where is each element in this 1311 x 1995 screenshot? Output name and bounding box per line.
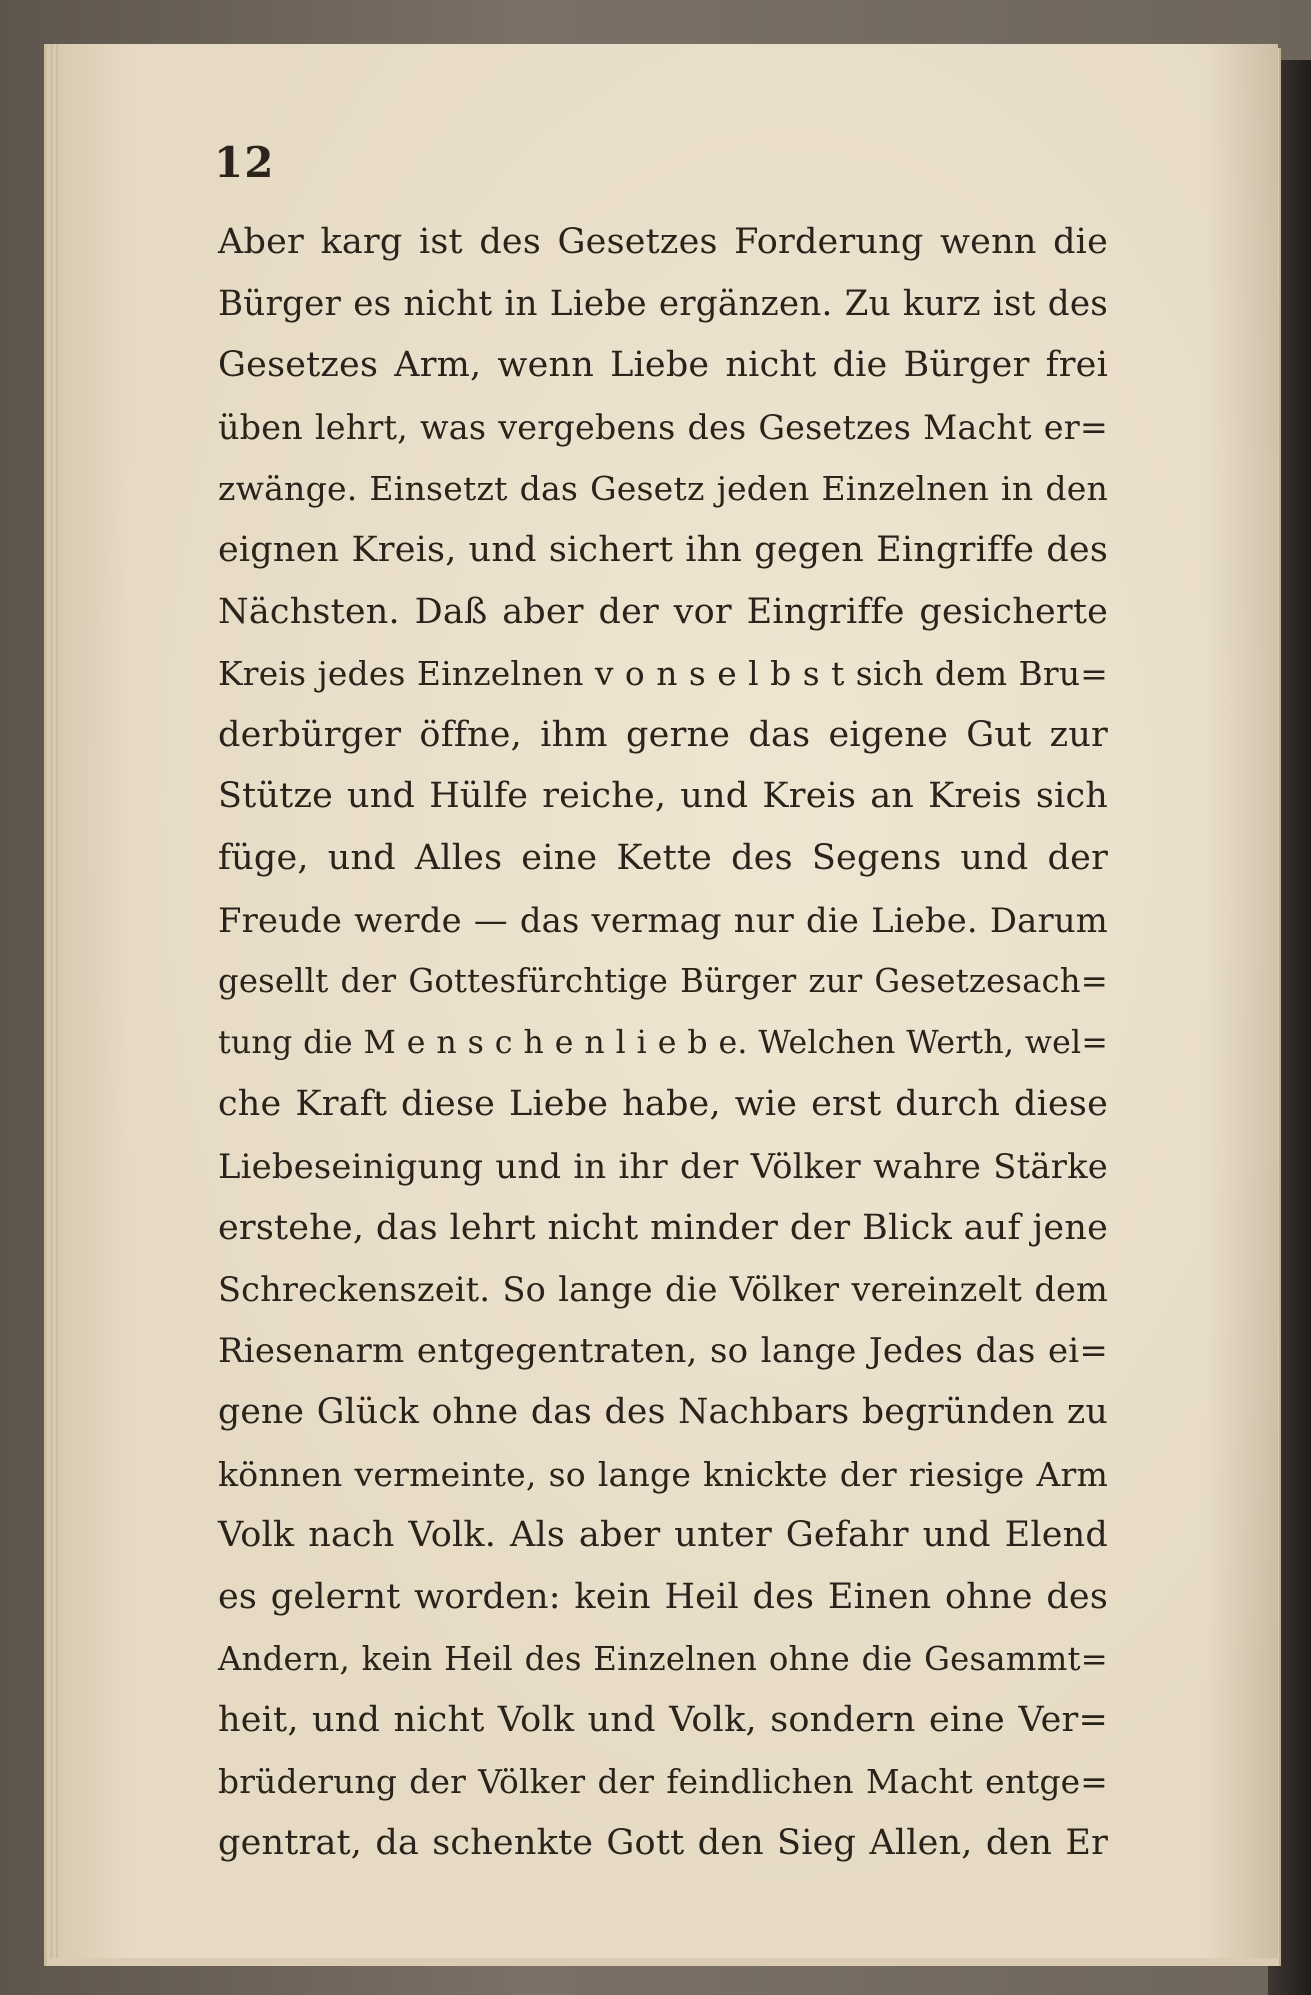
text-line: Kreis jedes Einzelnen v o n s e l b s t sich dem Bru= [218,654,1108,694]
text-line: gene Glück ohne das des Nachbars begründen zu [218,1392,1108,1433]
text-line: üben lehrt, was vergebens des Gesetzes Macht er= [218,407,1108,447]
text-line: Schreckenszeit. So lange die Völker vereinzelt dem [218,1270,1108,1310]
text-line: Bürger es nicht in Liebe ergänzen. Zu kurz ist des [218,283,1108,324]
text-line: erstehe, das lehrt nicht minder der Blick auf jene [218,1207,1108,1248]
text-line: tung die M e n s c h e n l i e b e. Welchen Werth, wel= [218,1024,1108,1061]
text-line: gentrat, da schenkte Gott den Sieg Allen, den Er [218,1823,1108,1864]
text-line: che Kraft diese Liebe habe, wie erst durch diese [218,1084,1108,1125]
text-line: heit, und nicht Volk und Volk, sondern eine Ver= [218,1700,1108,1741]
text-line: Stütze und Hülfe reiche, und Kreis an Kreis sich [218,776,1108,817]
text-line: gesellt der Gottesfürchtige Bürger zur Gesetzesach= [218,962,1108,1001]
text-line: Gesetzes Arm, wenn Liebe nicht die Bürger frei [218,345,1108,386]
text-line: brüderung der Völker der feindlichen Macht entge= [218,1762,1108,1801]
text-line: füge, und Alles eine Kette des Segens und der [218,837,1108,878]
text-line: Liebeseinigung und in ihr der Völker wahre Stärke [218,1146,1108,1186]
body-text [218,212,1108,1875]
text-line: es gelernt worden: kein Heil des Einen ohne des [218,1577,1108,1618]
page-number: 12 [214,138,275,187]
text-line: Riesenarm entgegentraten, so lange Jedes das ei= [218,1330,1108,1371]
text-line: zwänge. Einsetzt das Gesetz jeden Einzelnen in den [218,469,1108,509]
text-line: Freude werde — das vermag nur die Liebe. Darum [218,900,1108,940]
text-line: eignen Kreis, und sichert ihn gegen Eingriffe des [218,529,1108,570]
text-line: können vermeinte, so lange knickte der riesige Arm [218,1454,1108,1494]
text-line: derbürger öffne, ihm gerne das eigene Gut zur [218,714,1108,755]
text-line: Aber karg ist des Gesetzes Forderung wenn die [218,222,1108,262]
text-line: Nächsten. Daß aber der vor Eingriffe gesicherte [218,591,1108,632]
text-line: Volk nach Volk. Als aber unter Gefahr und Elend [218,1515,1108,1556]
text-line: Andern, kein Heil des Einzelnen ohne die Gesammt= [218,1639,1108,1678]
